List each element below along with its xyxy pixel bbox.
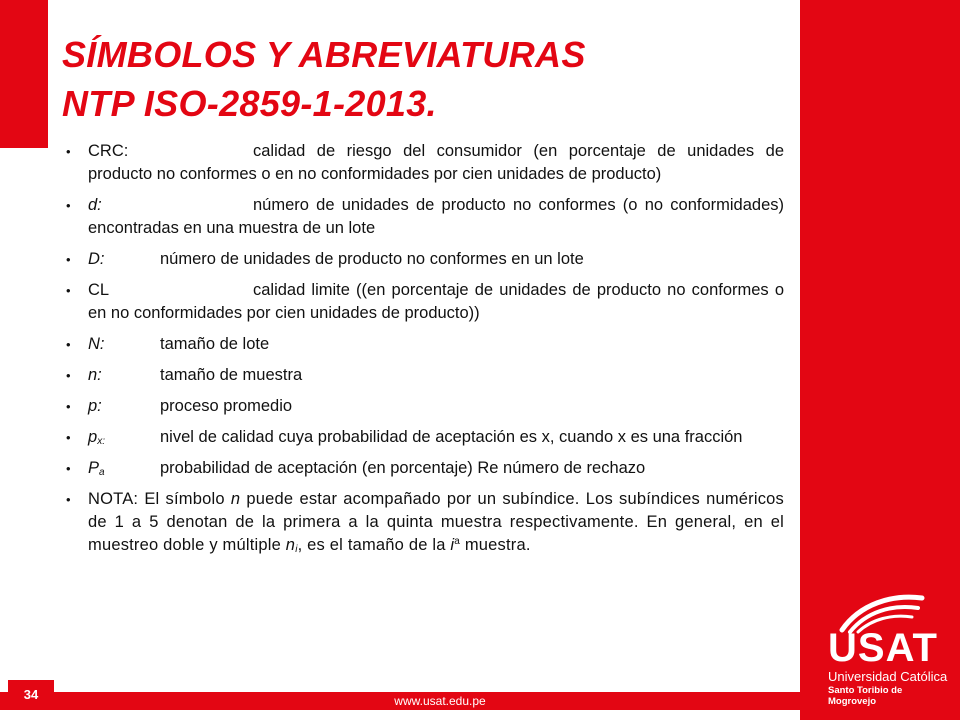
note-text-1: NOTA: El símbolo [88,490,231,508]
item-key: n: [88,366,102,384]
bullet-icon: • [66,492,71,507]
slide-title [62,30,586,128]
item-key [88,457,160,480]
bullet-icon: • [66,144,71,159]
usat-logo [822,584,952,707]
bullet-icon: • [66,198,71,213]
note-symbol-i: i [450,536,455,554]
item-key: CRC: [88,142,129,160]
list-item-cl [66,279,784,325]
definitions-list [66,140,784,565]
item-key: CL [88,281,110,299]
note-symbol-n: n [230,490,241,508]
left-accent-bar [0,0,48,148]
item-key: N: [88,335,105,353]
title-line-2: NTP ISO-2859-1-2013. [62,83,437,124]
item-text: tamaño de lote [160,335,270,353]
bullet-icon: • [66,368,71,383]
note-text-3: , es el tamaño de la [297,536,451,554]
logo-subtitle-1: Universidad Católica [828,669,948,684]
list-item-d-upper [66,248,784,271]
note-text-2: puede estar acompañado por un subíndice. Los subíndices numéricos de 1 a 5 denotan de la primera a la quinta muestra respectivamente. En general, en el muestreo doble y múltiple [88,490,784,554]
item-key: p: [88,397,102,415]
footer-bottom-strip [0,710,800,720]
bullet-icon: • [66,430,71,445]
item-text: probabilidad de aceptación (en porcentaje) Re número de rechazo [160,459,646,477]
bullet-icon: • [66,283,71,298]
title-line-1: SÍMBOLOS Y ABREVIATURAS [62,34,586,75]
note-symbol-n: n [285,536,296,554]
item-key: d: [88,196,102,214]
item-key: D: [88,250,105,268]
note-subscript-i: i [295,544,298,555]
list-item-px [66,426,784,449]
item-text: nivel de calidad cuya probabilidad de aceptación es x, cuando x es una fracción [160,428,743,446]
bullet-icon: • [66,399,71,414]
item-text: número de unidades de producto no conformes en un lote [160,250,584,268]
bullet-icon: • [66,252,71,267]
list-item-n-upper [66,333,784,356]
logo-wordmark: USAT [828,626,938,670]
list-item-pa [66,457,784,480]
item-text: proceso promedio [160,397,293,415]
item-text: tamaño de muestra [160,366,303,384]
list-item-p [66,395,784,418]
footer-url-link[interactable]: www.usat.edu.pe [394,694,486,708]
list-item-d-lower [66,194,784,240]
bullet-icon: • [66,461,71,476]
page-number-badge: 34 [8,680,54,710]
item-key [88,426,160,449]
logo-subtitle-2: Santo Toribio de Mogrovejo [828,685,903,707]
item-key-main: p [88,428,98,446]
note-text-4: muestra. [460,536,531,554]
item-key-subscript: x: [97,436,105,447]
bullet-icon: • [66,337,71,352]
item-key-subscript: a [99,467,105,478]
note-superscript-a: a [454,536,461,547]
item-key-main: P [88,459,100,477]
list-item-crc [66,140,784,186]
list-item-note [66,488,784,557]
item-text: calidad de riesgo del consumidor (en porcentaje de unidades de producto no conformes o en no conformidades por cien unidades de producto) [88,142,784,183]
list-item-n-lower [66,364,784,387]
item-text: calidad limite ((en porcentaje de unidades de producto no conformes o en no conformidades por cien unidades de producto)) [88,281,784,322]
item-text: número de unidades de producto no conformes (o no conformidades) encontradas en una muestra de un lote [88,196,784,237]
